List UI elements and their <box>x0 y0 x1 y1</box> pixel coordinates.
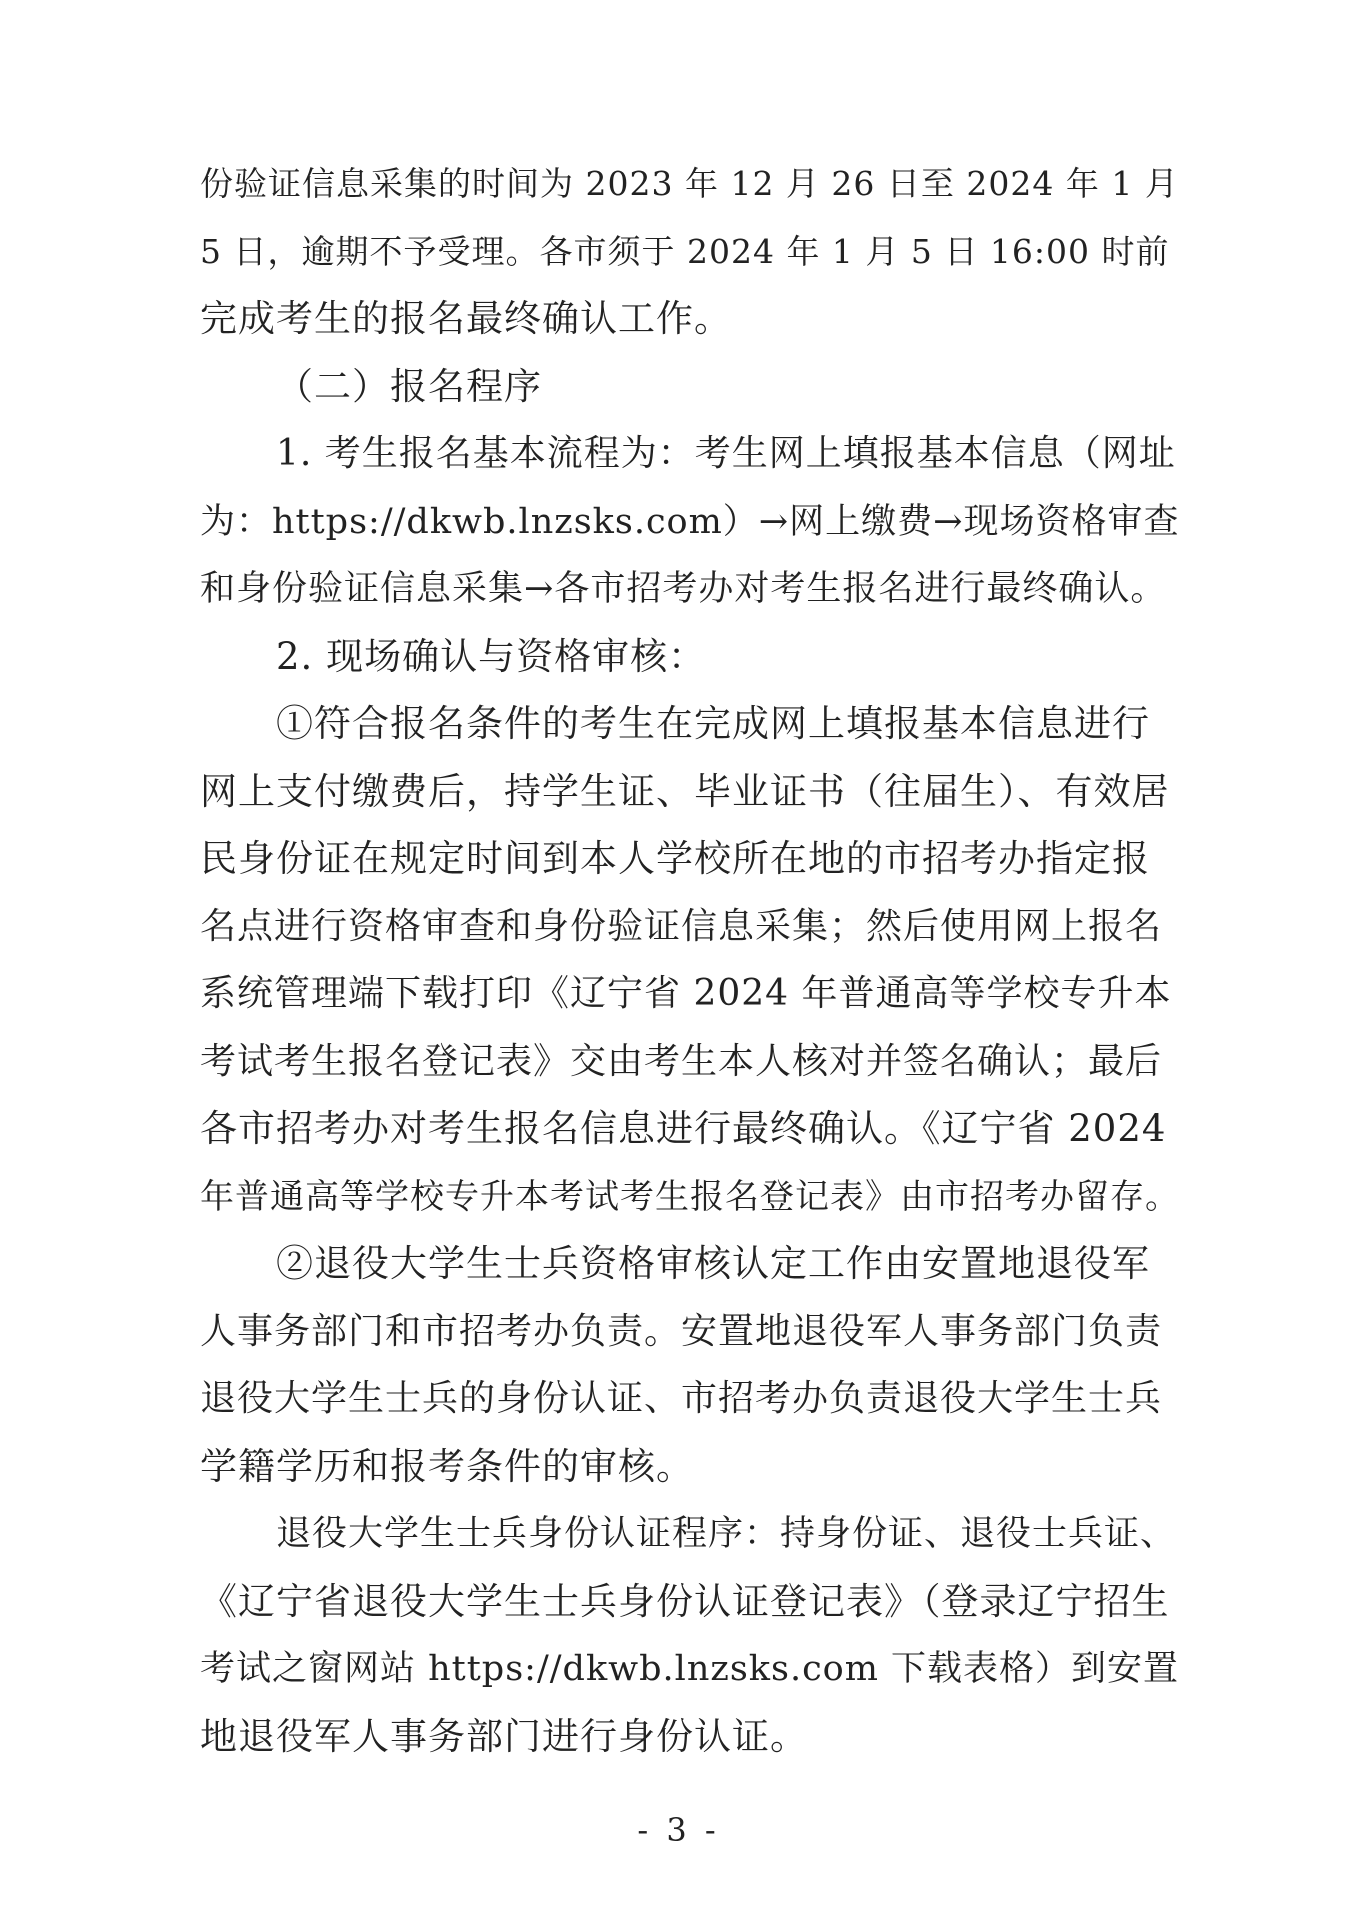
body-line: 1. 考生报名基本流程为：考生网上填报基本信息（网址 <box>276 433 1176 474</box>
body-line: 份验证信息采集的时间为 2023 年 12 月 26 日至 2024 年 1 月 <box>200 164 1179 203</box>
page-number: - 3 - <box>637 1811 720 1849</box>
body-line: 年普通高等学校专升本考试考生报名登记表》由市招考办留存。 <box>200 1176 1180 1217</box>
body-line: 网上支付缴费后，持学生证、毕业证书（往届生）、有效居 <box>200 769 1170 813</box>
body-line: ①符合报名条件的考生在完成网上填报基本信息进行 <box>276 702 1150 745</box>
body-line: 考试之窗网站 https://dkwb.lnzsks.com 下载表格）到安置 <box>200 1649 1180 1689</box>
section-heading: （二）报名程序 <box>276 364 542 408</box>
body-line: 民身份证在规定时间到本人学校所在地的市招考办指定报 <box>200 837 1150 880</box>
body-line: ②退役大学生士兵资格审核认定工作由安置地退役军 <box>276 1242 1150 1285</box>
body-line: 5 日，逾期不予受理。各市须于 2024 年 1 月 5 日 16:00 时前 <box>200 231 1170 271</box>
body-line: 人事务部门和市招考办负责。安置地退役军人事务部门负责 <box>200 1310 1163 1352</box>
body-line: 地退役军人事务部门进行身份认证。 <box>200 1714 808 1758</box>
body-line: 退役大学生士兵身份认证程序：持身份证、退役士兵证、 <box>276 1514 1177 1554</box>
body-line: 和身份验证信息采集→各市招考办对考生报名进行最终确认。 <box>200 569 1167 609</box>
body-line: 学籍学历和报考条件的审核。 <box>200 1444 694 1488</box>
body-line: 《辽宁省退役大学生士兵身份认证登记表》（登录辽宁招生 <box>200 1579 1170 1623</box>
body-line: 为：https://dkwb.lnzsks.com）→网上缴费→现场资格审查 <box>200 501 1180 542</box>
body-line: 考试考生报名登记表》交由考生本人核对并签名确认；最后 <box>200 1040 1163 1082</box>
body-line: 完成考生的报名最终确认工作。 <box>200 297 732 340</box>
body-line: 各市招考办对考生报名信息进行最终确认。《辽宁省 2024 <box>200 1107 1167 1150</box>
body-line: 退役大学生士兵的身份认证、市招考办负责退役大学生士兵 <box>200 1378 1163 1419</box>
body-line: 名点进行资格审查和身份验证信息采集；然后使用网上报名 <box>200 905 1163 947</box>
body-line: 2. 现场确认与资格审核： <box>276 634 707 678</box>
body-line: 系统管理端下载打印《辽宁省 2024 年普通高等学校专升本 <box>200 973 1172 1014</box>
